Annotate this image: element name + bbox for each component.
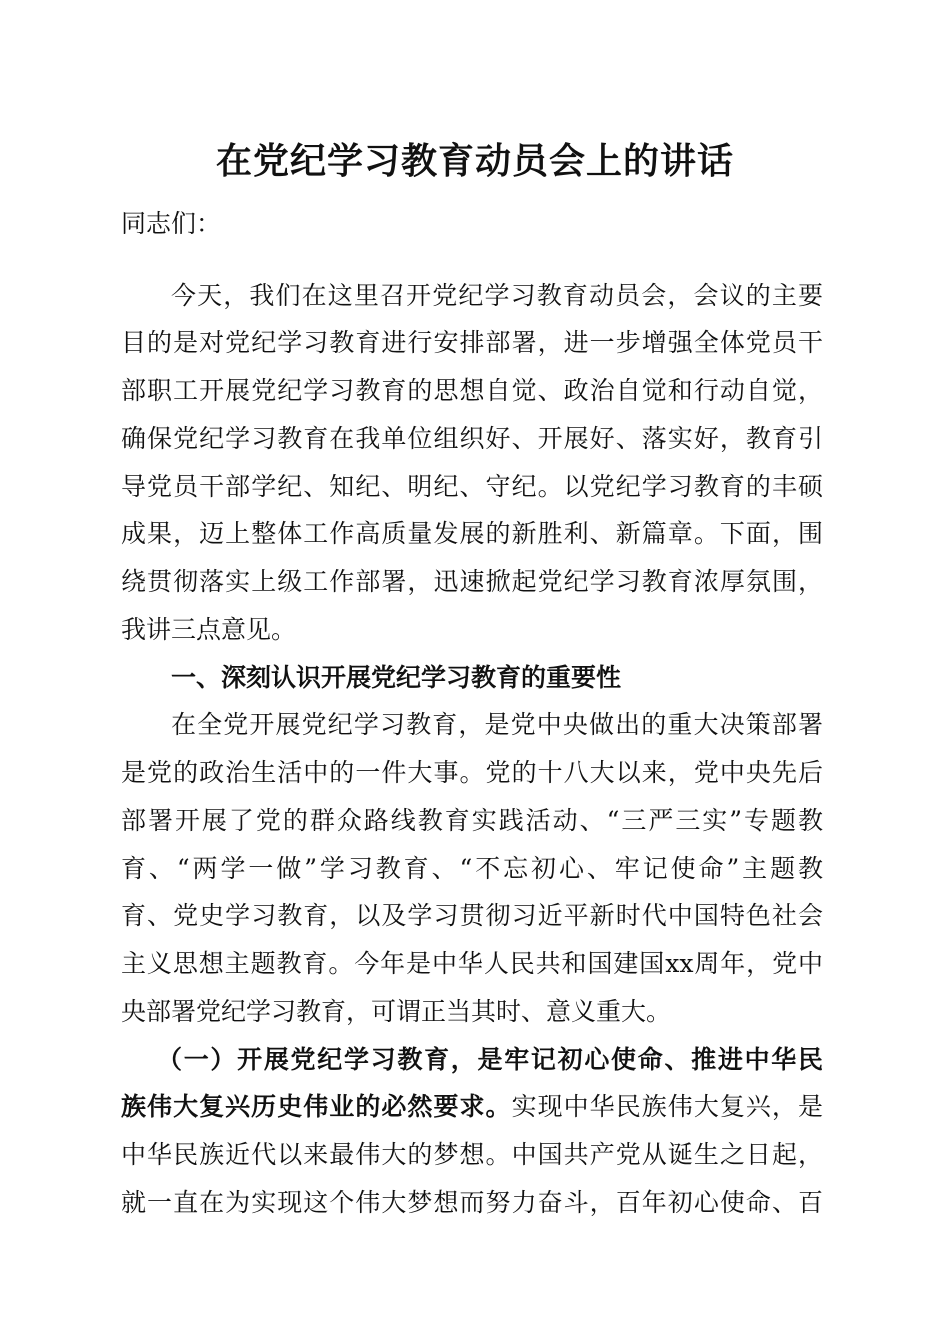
subsection-line: 中华民族近代以来最伟大的梦想。中国共产党从诞生之日起， (121, 1140, 823, 1169)
subsection-heading-end: 族伟大复兴历史伟业的必然要求。 (121, 1092, 512, 1121)
subsection-text: 实现中华民族伟大复兴，是 (511, 1092, 823, 1121)
intro-line: 成果，迈上整体工作高质量发展的新胜利、新篇章。下面，围 (121, 519, 823, 548)
subsection-line (121, 1083, 823, 1131)
section-line: 育、“两学一做”学习教育、“不忘初心、牢记使命”主题教 (121, 854, 823, 883)
salutation: 同志们： (121, 209, 222, 238)
document-title: 在党纪学习教育动员会上的讲话 (215, 140, 734, 182)
intro-line: 导党员干部学纪、知纪、明纪、守纪。以党纪学习教育的丰硕 (121, 472, 823, 501)
intro-line: 我讲三点意见。 (121, 615, 297, 644)
section-heading: 一、深刻认识开展党纪学习教育的重要性 (171, 663, 622, 692)
section-line: 央部署党纪学习教育，可谓正当其时、意义重大。 (121, 997, 672, 1026)
intro-line: 确保党纪学习教育在我单位组织好、开展好、落实好，教育引 (121, 424, 823, 453)
section-line: 主义思想主题教育。今年是中华人民共和国建国xx周年，党中 (121, 949, 823, 978)
section-line: 部署开展了党的群众路线教育实践活动、“三严三实”专题教 (121, 806, 823, 835)
intro-line: 部职工开展党纪学习教育的思想自觉、政治自觉和行动自觉， (121, 376, 823, 405)
intro-line: 今天，我们在这里召开党纪学习教育动员会，会议的主要 (171, 281, 823, 310)
intro-line: 目的是对党纪学习教育进行安排部署，进一步增强全体党员干 (121, 328, 823, 357)
section-line: 育、党史学习教育，以及学习贯彻习近平新时代中国特色社会 (121, 901, 823, 930)
subsection-line: 就一直在为实现这个伟大梦想而努力奋斗，百年初心使命、百 (121, 1188, 823, 1217)
section-line: 是党的政治生活中的一件大事。党的十八大以来，党中央先后 (121, 758, 823, 787)
subsection-heading: （一）开展党纪学习教育，是牢记初心使命、推进中华民 (157, 1045, 823, 1074)
intro-line: 绕贯彻落实上级工作部署，迅速掀起党纪学习教育浓厚氛围， (121, 567, 823, 596)
section-line: 在全党开展党纪学习教育，是党中央做出的重大决策部署 (171, 710, 823, 739)
